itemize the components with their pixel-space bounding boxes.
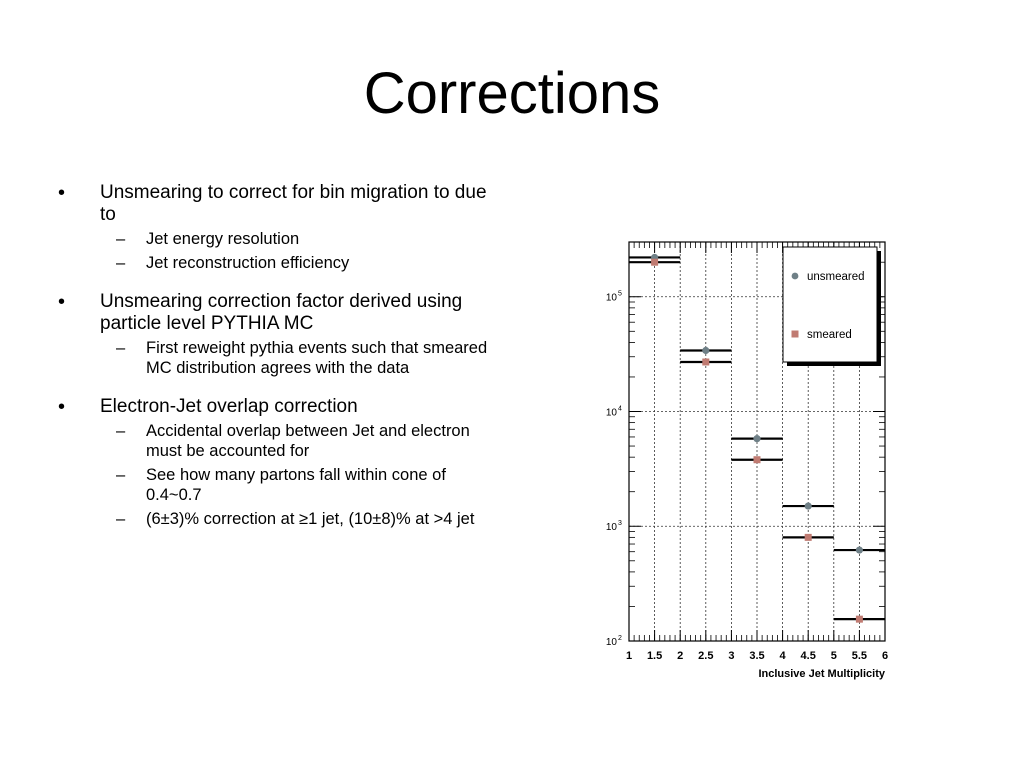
data-point-smeared: [651, 259, 658, 266]
sub-bullet-list: [100, 338, 498, 378]
legend-marker-smeared: [792, 331, 799, 338]
sub-bullet-marker: –: [116, 422, 126, 440]
bullet-list: [58, 182, 498, 547]
bullet-item: [58, 396, 498, 529]
x-tick-label: 5: [830, 650, 837, 662]
data-point-smeared: [805, 534, 812, 541]
bullet-text: Electron-Jet overlap correction: [100, 396, 358, 417]
x-tick-label: 4: [779, 650, 786, 662]
bullet-item: [58, 182, 498, 273]
legend-label-unsmeared: unsmeared: [807, 271, 865, 283]
slide-title: Corrections: [363, 61, 661, 126]
y-tick-label-exponent: 3: [618, 520, 622, 528]
data-point-smeared: [702, 359, 709, 366]
y-tick-label-exponent: 2: [618, 635, 622, 642]
data-point-smeared: [856, 616, 863, 623]
x-tick-label: 5.5: [851, 650, 868, 662]
y-tick-label-exponent: 4: [618, 405, 622, 413]
data-point-smeared: [754, 456, 761, 463]
sub-bullet-item: [100, 253, 498, 273]
x-tick-label: 2: [677, 650, 684, 662]
x-tick-label: 4.5: [800, 650, 816, 662]
sub-bullet-marker: –: [116, 339, 126, 357]
y-tick-label: 10: [605, 522, 617, 534]
sub-bullet-text: See how many partons fall within cone of 0.4~0.7: [146, 466, 446, 504]
x-tick-label: 1: [625, 650, 633, 662]
sub-bullet-list: [100, 229, 498, 273]
x-tick-label: 3: [728, 650, 735, 662]
bullet-text: Unsmearing correction factor derived using particle level PYTHIA MC: [100, 291, 463, 334]
x-tick-label: 3.5: [749, 650, 765, 662]
sub-bullet-marker: –: [116, 510, 126, 528]
x-tick-label: 6: [881, 650, 889, 662]
jet-multiplicity-chart: [580, 230, 900, 690]
bullet-marker: •: [58, 291, 66, 313]
sub-bullet-item: [100, 509, 498, 529]
sub-bullet-list: [100, 421, 498, 529]
x-tick-label: 2.5: [698, 650, 714, 662]
sub-bullet-item: [100, 465, 498, 505]
sub-bullet-marker: –: [116, 254, 126, 272]
bullet-marker: •: [58, 396, 66, 418]
bullet-text: Unsmearing to correct for bin migration to due to: [100, 182, 487, 225]
legend-marker-unsmeared: [792, 273, 799, 280]
data-point-unsmeared: [702, 347, 709, 354]
y-tick-label: 10: [605, 407, 617, 419]
y-tick-label: 10: [605, 292, 617, 304]
sub-bullet-marker: –: [116, 466, 126, 484]
sub-bullet-text: (6±3)% correction at ≥1 jet, (10±8)% at >4 jet: [146, 510, 475, 528]
sub-bullet-text: Jet reconstruction efficiency: [146, 254, 350, 272]
sub-bullet-text: Jet energy resolution: [146, 230, 300, 248]
y-tick-label-exponent: 5: [618, 290, 622, 298]
sub-bullet-text: Accidental overlap between Jet and electron must be accounted for: [146, 422, 470, 460]
bullet-item: [58, 291, 498, 378]
x-axis-label: Inclusive Jet Multiplicity: [758, 668, 885, 680]
legend-label-smeared: smeared: [807, 329, 852, 341]
chart-container: [580, 230, 900, 690]
sub-bullet-item: [100, 338, 498, 378]
sub-bullet-item: [100, 421, 498, 461]
sub-bullet-item: [100, 229, 498, 249]
data-point-unsmeared: [805, 502, 812, 509]
sub-bullet-marker: –: [116, 230, 126, 248]
y-tick-label: 10: [605, 637, 617, 648]
sub-bullet-text: First reweight pythia events such that smeared MC distribution agrees with the data: [146, 339, 488, 377]
data-point-unsmeared: [856, 546, 863, 553]
x-tick-label: 1.5: [646, 650, 663, 662]
data-point-unsmeared: [753, 435, 760, 442]
legend-box: [783, 247, 877, 362]
bullet-marker: •: [58, 182, 66, 204]
